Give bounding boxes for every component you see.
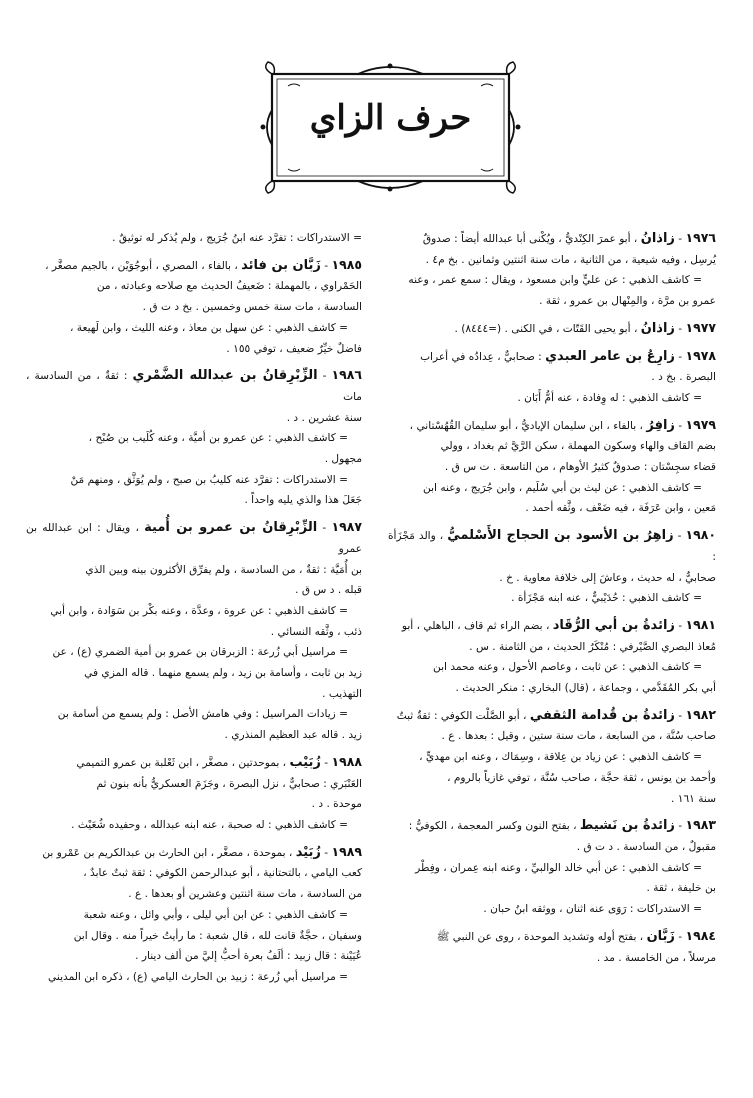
entry-line [26, 470, 362, 491]
entry-number: ١٩٧٨ [685, 347, 716, 363]
entry-line: ١٩٨٦ - الزِّبْرِقانُ بن عبدالله الضَّمْري : ثقةٌ ، من السادسة ، مات [26, 367, 362, 403]
narrator-name: زاذانُ [640, 320, 675, 336]
entry-line [388, 678, 716, 699]
left-column [26, 228, 362, 994]
entry-text: كعب اليامي ، بالتحتانية ، أبو عبدالرحمن الكوفي : ثقة ثبتٌ عابدٌ ، [83, 867, 362, 880]
entry-text: بضم القاف والهاء وسكون المهملة ، سكن الرَّيَّ ثم بغداد ، وولي [440, 440, 716, 453]
entry-line [26, 449, 362, 470]
entry-number: ١٩٨٢ [685, 706, 716, 722]
entry-text: ، بالفاء ، ابن سليمان الإياديُّ ، أبو سليمان القُهُسْتاني ، [409, 419, 643, 432]
entry-line [26, 967, 362, 988]
biography-entry [388, 318, 716, 340]
entry-line: ١٩٨٢ - زائدةُ بن قُدامة الثقفي ، أبو الصَّلْت الكوفي : ثقةٌ ثبتٌ [396, 706, 716, 723]
entry-text: ، والد مَجْزَأة : [388, 530, 716, 563]
entry-text: العَنْبَري : صحابيٌّ ، نزل البصرة ، وجَزَمَ العسكريُّ بأنه بنون ثم [96, 777, 362, 790]
entry-text: بن أُمَيَّة : ثقةٌ ، من السادسة ، ولم يفرِّق الأكثرون بينه وبين الذي [85, 563, 362, 576]
entry-text: = كاشف الذهبي : عن عمرو بن أميَّة ، وعنه كُلَيب بن صُبْح ، [88, 432, 348, 445]
biography-entry [26, 228, 362, 249]
entry-line [26, 490, 362, 511]
entry-text: = كاشف الذهبي : عن أبي خالد الوالبيِّ ، وعنه ابنه عِمران ، وفِطْر [415, 861, 702, 874]
entry-text: زيد بن ثابت ، وأسامة بن زيد ، ولم يسمع منهما . قاله المزي في [84, 667, 362, 680]
entry-number: ١٩٧٩ [685, 416, 716, 432]
narrator-name: زافِرُ [646, 417, 675, 433]
biography-entry [26, 365, 362, 511]
narrator-name: زُبَيْد [295, 844, 321, 860]
entry-line: ١٩٨٤ - زَبَّان ، بفتح أوله وتشديد الموحدة ، روى عن النبي ﷺ [436, 927, 716, 944]
entry-text: عُيَيْنة : قال زبيد : ألَفُ بعرة أحبُّ إليَّ من ألف دينار . [135, 950, 362, 963]
entry-line [388, 837, 716, 858]
entry-text: عمرو بن مرَّة ، والمِنْهال بن عمرو ، ثقة . [539, 295, 716, 308]
entry-line: ١٩٧٧ - زاذانُ ، أبو يحيى القَتّات ، في الكنى . (=٨٤٤٤) . [454, 319, 716, 336]
chapter-title: حرف الزاي [309, 98, 472, 138]
entry-text: ، بموحدة ، مصغَّر ، ابن الحارث بن عبدالكريم بن عَمْرو بن [42, 846, 293, 859]
biography-entry [388, 926, 716, 968]
entry-text: = كاشف الذهبي : له وِفادة ، عنه أمُّ أَبَان . [517, 391, 702, 404]
biography-entry [26, 255, 362, 360]
entry-line [26, 774, 362, 795]
entry-text: = كاشف الذهبي : عن ابن أبي ليلى ، وأبي وائل ، وعنه شعبة [83, 908, 348, 921]
biography-entry [388, 815, 716, 920]
entry-line [388, 367, 716, 388]
narrator-name: زائدةُ بن أبي الرُّقَاد [552, 617, 675, 633]
entry-text: = كاشف الذهبي : عن عروة ، وعدَّة ، وعنه بكْر بن سَوَادة ، وابن أبي [50, 604, 348, 617]
entry-text: قضاء سجِسْتان : صدوقٌ كثيرُ الأوهام ، من التاسعة . ت س ق . [444, 461, 716, 474]
entry-line [388, 270, 716, 291]
entry-line [388, 388, 716, 409]
entry-text: = كاشف الذهبي : عن سهل بن معاذ ، وعنه الليث ، وابن لَهيعة ، [70, 321, 348, 334]
biography-entry [388, 705, 716, 810]
entry-text: موحدة . د . [311, 798, 362, 811]
narrator-name: زاذانُ [640, 231, 675, 246]
entry-text: ، بفتح النون وكسر المعجمة ، الكوفيُّ : [408, 820, 577, 833]
entry-line [388, 878, 716, 899]
entry-line [388, 291, 716, 312]
entry-line [388, 789, 716, 810]
narrator-name: زارِعُ بن عامر العبدي [545, 348, 675, 364]
entry-number: ١٩٨٨ [331, 753, 362, 769]
entry-line [388, 858, 716, 879]
entry-text: السادسة ، مات سنة خمس وخمسين . بخ د ت ق . [142, 301, 362, 314]
entry-text: = الاستدراكات : رَوَى عنه اثنان ، ووثقه ابنُ حبان . [483, 903, 702, 916]
entry-text: سنة ١٦١ . [671, 792, 716, 805]
entry-text: صحابيٌّ ، له حديث ، وعاشَ إلى خلافة معاوية . خ . [499, 571, 716, 584]
entry-line [388, 457, 716, 478]
biography-entry [26, 752, 362, 836]
entry-line [26, 815, 362, 836]
entry-text: = كاشف الذهبي : عن ليث بن أبي سُلَيم ، وابن جُرَيج ، وعنه ابن [423, 481, 702, 494]
biography-entry [388, 525, 716, 609]
entry-text: ذئب ، وثَّقه النسائي . [270, 625, 362, 638]
entry-number: ١٩٨٠ [685, 527, 717, 543]
entry-line [388, 588, 716, 609]
entry-number: ١٩٨٩ [331, 843, 362, 859]
entry-line [26, 228, 362, 249]
entry-text: = كاشف الذهبي : له صحبة ، عنه ابنه عبدالله ، وحفيده شُعَيْث . [71, 818, 348, 831]
entry-text: ، بفتح أوله وتشديد الموحدة ، روى عن النبي ﷺ [436, 930, 644, 943]
narrator-name: زائدةُ بن قُدامة الثقفي [529, 707, 675, 723]
entry-number: ١٩٧٧ [685, 319, 716, 335]
narrator-name: زَبَّان [646, 928, 675, 944]
entry-number: ١٩٧٦ [685, 230, 716, 245]
entry-text: = الاستدراكات : تفرَّد عنه ابنُ جُرَيج ، ولم يُذكر له توثيقٌ . [112, 232, 362, 244]
entry-line: ١٩٧٨ - زارِعُ بن عامر العبدي : صحابيٌّ ، عِدادُه في أعراب [420, 347, 716, 364]
entry-text: مَعين ، وابن عَرَفَة ، فيه ضَعْف ، وثَّقه أحمد . [525, 502, 716, 515]
entry-text: سنة عشرين . د . [286, 411, 362, 424]
entry-text: = مراسيل أبي زُرعة : الزبرقان بن عمرو بن أمية الضمري (ع) ، عن [52, 646, 348, 659]
entry-line [388, 250, 716, 271]
narrator-name: الزِّبْرِقانُ بن عبدالله الضَّمْري [132, 368, 318, 384]
entry-text: صاحب سُنَّة ، من السابعة ، مات سنة ستين ، وقيل : بعدها . ع . [441, 730, 716, 743]
entry-line [26, 684, 362, 705]
entry-line [26, 408, 362, 429]
entry-text: : ثقةٌ ، من السادسة ، مات [26, 370, 362, 403]
entry-line [26, 704, 362, 725]
entry-text: قبله . د س ق . [295, 584, 362, 597]
entry-text: وأحمد بن يونس ، ثقة حجَّة ، صاحب سُنَّة ، توفي غازياً بالروم ، [447, 771, 716, 784]
entry-line [26, 339, 362, 360]
entry-text: أبي بكر المُقَدَّمي ، وجماعة ، (قال) البخاري : منكر الحديث . [455, 682, 716, 695]
entry-text: مُعاذ البصري الصَّيْرفي : مُنْكَرُ الحديث ، من الثامنة . س . [469, 640, 716, 653]
entry-line [26, 725, 362, 746]
entry-line: ١٩٨٣ - زائدةُ بن نَشيط ، بفتح النون وكسر المعجمة ، الكوفيُّ : [408, 817, 716, 834]
entry-line [26, 905, 362, 926]
entry-line [26, 276, 362, 297]
entry-line [388, 768, 716, 789]
entry-line [388, 899, 716, 920]
entry-line [26, 622, 362, 643]
entry-line [26, 580, 362, 601]
biography-entry [388, 346, 716, 409]
entry-text: = كاشف الذهبي : حُدَيْبيٌّ ، عنه ابنه مَجْزَأة . [511, 592, 702, 605]
entry-line [388, 568, 716, 589]
entry-number: ١٩٨١ [685, 616, 716, 632]
entry-line [388, 657, 716, 678]
entry-text: = زيادات المراسيل : وفي هامش الأصل : ولم يسمع من أسامة بن [57, 708, 348, 721]
entry-text: فاضلٌ خيِّرٌ ضعيف ، توفي ١٥٥ . [226, 342, 362, 355]
entry-text: بن خليفة ، ثقة . [646, 882, 716, 895]
narrator-name: الزِّبْرِقانُ بن عمرو بن أُمية [144, 520, 318, 536]
entry-text: = الاستدراكات : تفرَّد عنه كليبُ بن صبح ، ولم يُوَثَّق ، ومنهم مَنْ [70, 473, 348, 486]
entry-line [388, 948, 716, 969]
biography-entry [388, 415, 716, 520]
entry-text: ، أبو يحيى القَتّات ، في الكنى . (=٨٤٤٤) . [454, 322, 638, 335]
entry-number: ١٩٨٧ [331, 519, 362, 535]
entry-text: جَعَلَ هذا والذي يليه واحداً . [244, 494, 362, 507]
entry-line: ١٩٨٩ - زُبَيْد ، بموحدة ، مصغَّر ، ابن الحارث بن عبدالكريم بن عَمْرو بن [42, 843, 362, 860]
biography-entry [26, 517, 362, 746]
biography-entry [26, 842, 362, 988]
entry-line: ١٩٨٧ - الزِّبْرِقانُ بن عمرو بن أُمية ، ويقال : ابن عبدالله بن عمرو [26, 519, 362, 555]
entry-line [26, 560, 362, 581]
entry-text: التهذيب . [322, 687, 362, 700]
entry-line [388, 436, 716, 457]
entry-text: = كاشف الذهبي : عن ثابت ، وعاصم الأحول ، وعنه محمد ابن [433, 661, 702, 674]
entry-line [388, 478, 716, 499]
entry-line [26, 642, 362, 663]
entry-line [26, 884, 362, 905]
narrator-name: زُبَيْب [289, 754, 321, 770]
entry-line: ١٩٨٨ - زُبَيْب ، بموحدتين ، مصغَّر ، ابن ثَعْلبة بن عمرو التميمي [76, 753, 362, 770]
entry-line [26, 318, 362, 339]
entry-line [26, 297, 362, 318]
entry-text: = مراسيل أبي زُرعة : زبيد بن الحارث اليامي (ع) ، ذكره ابن المديني [48, 970, 348, 983]
entry-text: الحَمْراوي ، بالمهملة : ضَعيفُ الحديث مع صلاحه وعبادته ، من [96, 280, 362, 293]
biography-entry [388, 615, 716, 699]
entry-line: ١٩٨٥ - زَبَّان بن فائد ، بالفاء ، المصري ، أبوجُوَيْن ، بالجيم مصغَّر ، [45, 256, 362, 273]
entry-line [26, 863, 362, 884]
entry-line [26, 663, 362, 684]
entry-text: مقبولٌ ، من السادسة . د ت ق . [576, 840, 716, 853]
entry-line: ١٩٧٦ - زاذانُ ، أبو عمرَ الكِنْديُّ ، ويُكْنى أبا عبدالله أيضاً : صدوقٌ [422, 230, 716, 246]
entry-line: ١٩٨٠ - زاهِرُ بن الأسود بن الحجاج الأَسْلميُّ ، والد مَجْزَأة : [388, 527, 717, 563]
entry-text: مجهول . [324, 453, 362, 466]
narrator-name: زائدةُ بن نَشيط [579, 818, 675, 834]
entry-number: ١٩٨٥ [331, 256, 362, 272]
entry-text: ، بالفاء ، المصري ، أبوجُوَيْن ، بالجيم مصغَّر ، [45, 259, 238, 272]
entry-number: ١٩٨٣ [685, 817, 716, 833]
entry-line: ١٩٨١ - زائدةُ بن أبي الرُّقَاد ، بضم الراء ثم قاف ، الباهلي ، أبو [401, 616, 716, 633]
entry-number: ١٩٨٤ [685, 927, 716, 943]
right-column [388, 228, 716, 974]
narrator-name: زَبَّان بن فائد [241, 257, 321, 273]
entry-line: ١٩٧٩ - زافِرُ ، بالفاء ، ابن سليمان الإياديُّ ، أبو سليمان القُهُسْتاني ، [409, 416, 716, 433]
narrator-name: زاهِرُ بن الأسود بن الحجاج الأَسْلميُّ [447, 528, 674, 544]
biography-entry [388, 228, 716, 312]
entry-text: = كاشف الذهبي : عن زياد بن عِلاقة ، وسِمَاك ، وعنه ابن مهديٍّ ، [419, 751, 702, 764]
entry-text: ، بموحدتين ، مصغَّر ، ابن ثَعْلبة بن عمرو التميمي [76, 756, 287, 769]
entry-line [26, 794, 362, 815]
entry-line [26, 601, 362, 622]
entry-line [26, 926, 362, 947]
entry-text: ، أبو عمرَ الكِنْديُّ ، ويُكْنى أبا عبدالله أيضاً : صدوقٌ [422, 233, 638, 245]
entry-line [388, 498, 716, 519]
entry-text: = كاشف الذهبي : عن عليٍّ وابن مسعود ، ويقال : سمع عمر ، وعنه [408, 274, 702, 287]
chapter-heading-frame [258, 60, 523, 195]
entry-text: وسفيان ، حجَّةٌ قانت لله ، قال شعبة : ما رأيتُ خيراً منه . وقال ابن [73, 929, 362, 942]
entry-text: من السادسة ، مات سنة اثنتين وعشرين أو بعدها . ع . [128, 888, 362, 901]
entry-line [388, 747, 716, 768]
entry-text: ، أبو الصَّلْت الكوفي : ثقةٌ ثبتٌ [396, 709, 527, 722]
entry-text: يُرسِل ، وفيه شيعية ، من الثانية ، مات سنة اثنتين وثمانين . بخ م٤ . [425, 253, 716, 266]
entry-text: ، ويقال : ابن عبدالله بن عمرو [26, 522, 362, 555]
entry-text: البصرة . بخ د . [651, 371, 716, 384]
entry-line [26, 946, 362, 967]
entry-text: : صحابيٌّ ، عِدادُه في أعراب [420, 350, 542, 363]
entry-number: ١٩٨٦ [331, 367, 362, 383]
entry-text: ، بضم الراء ثم قاف ، الباهلي ، أبو [401, 619, 550, 632]
entry-line [388, 637, 716, 658]
entry-line [388, 726, 716, 747]
entry-text: زيد . قاله عبد العظيم المنذري . [224, 729, 362, 742]
entry-line [26, 428, 362, 449]
entry-text: مرسلاً ، من الخامسة . مد . [596, 951, 716, 964]
